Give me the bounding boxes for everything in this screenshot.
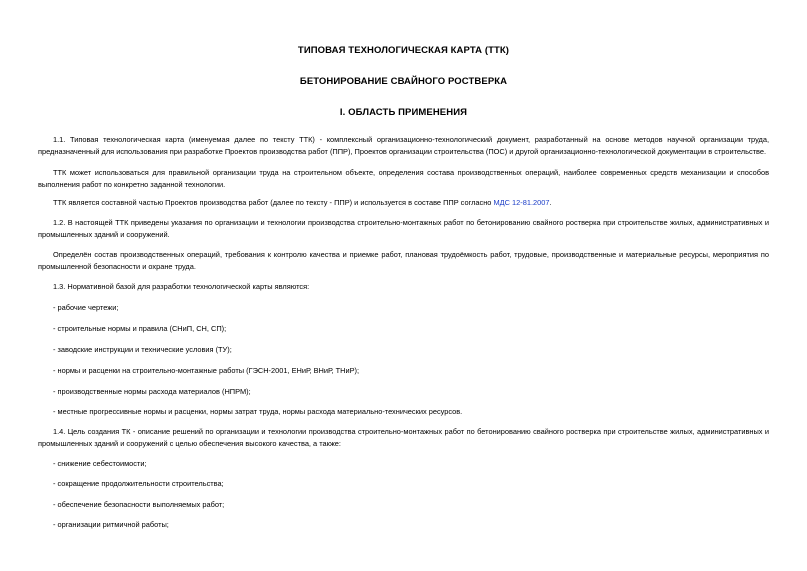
list-item: - сокращение продолжительности строительства; — [53, 479, 224, 488]
paragraph-1-3: 1.3. Нормативной базой для разработки технологической карты являются: — [53, 282, 310, 291]
mds-link[interactable]: МДС 12-81.2007 — [493, 198, 550, 207]
paragraph-1-2: 1.2. В настоящей ТТК приведены указания по организации и технологии производства строительно-монтажных работ по бетонированию свайного ростверка при строительстве жилых, административных и промышленных зданий и сооружений. — [38, 218, 769, 239]
paragraph-1-4: 1.4. Цель создания ТК - описание решений по организации и технологии производства строительно-монтажных работ по бетонированию свайного ростверка при строительстве жилых, административных и промышленных зданий и сооружений с целью обеспечения высокого качества, а также: — [38, 427, 769, 448]
list-item: - местные прогрессивные нормы и расценки, нормы затрат труда, нормы расхода материально-технических ресурсов. — [53, 407, 463, 416]
list-item: - заводские инструкции и технические условия (ТУ); — [53, 345, 232, 354]
document-subtitle: БЕТОНИРОВАНИЕ СВАЙНОГО РОСТВЕРКА — [299, 76, 508, 87]
list-item: - обеспечение безопасности выполняемых работ; — [53, 500, 225, 509]
paragraph-ttk-usage: ТТК может использоваться для правильной организации труда на строительном объекте, определения состава производственных операций, наиболее современных средств механизации и способов выполнения работ по конкретно заданной технологии. — [38, 168, 769, 189]
list-item: - рабочие чертежи; — [53, 303, 119, 312]
paragraph-ttk-part-end: . — [549, 198, 552, 207]
paragraph-ttk-part-text: ТТК является составной частью Проектов производства работ (далее по тексту - ППР) и используется в составе ППР согласно — [53, 198, 494, 207]
paragraph-1-1: 1.1. Типовая технологическая карта (именуемая далее по тексту ТТК) - комплексный организационно-технологический документ, разработанный на основе методов научной организации труда, предназначенный для использования при разработке Проектов производства работ (ППР), Проектов организации строительства (ПОС) и другой организационно-технологической документации в строительстве. — [38, 135, 769, 156]
list-item: - строительные нормы и правила (СНиП, СН, СП); — [53, 324, 227, 333]
list-item: - нормы и расценки на строительно-монтажные работы (ГЭСН-2001, ЕНиР, ВНиР, ТНиР); — [53, 366, 360, 375]
paragraph-composition: Определён состав производственных операций, требования к контролю качества и приемке работ, плановая трудоёмкость работ, трудовые, производственные и материальные ресурсы, мероприятия по промышленной безопасности и охране труда. — [38, 250, 769, 271]
list-item: - снижение себестоимости; — [53, 459, 147, 468]
list-item: - организации ритмичной работы; — [53, 520, 169, 529]
document-title: ТИПОВАЯ ТЕХНОЛОГИЧЕСКАЯ КАРТА (ТТК) — [297, 45, 510, 56]
list-item: - производственные нормы расхода материалов (НПРМ); — [53, 387, 251, 396]
paragraph-ttk-part — [38, 197, 769, 209]
section-heading: I. ОБЛАСТЬ ПРИМЕНЕНИЯ — [339, 107, 468, 118]
